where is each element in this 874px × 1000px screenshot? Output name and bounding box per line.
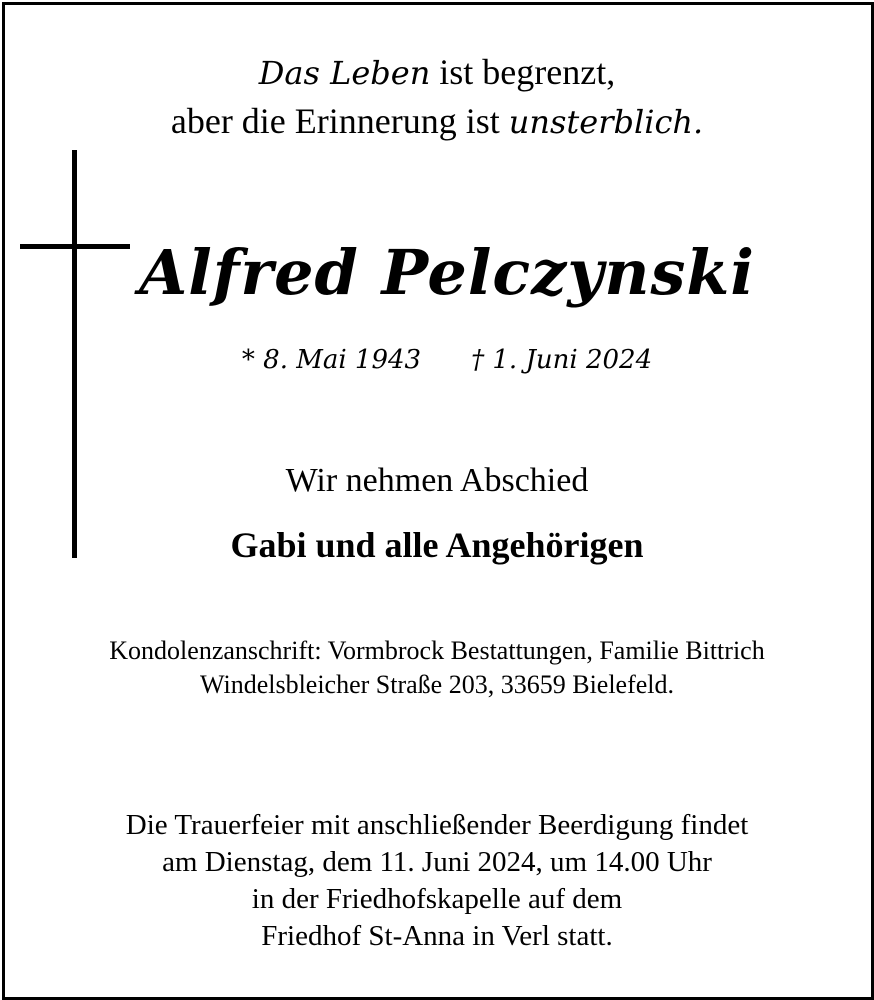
condolence-address-line-1: Kondolenzanschrift: Vormbrock Bestattungen, Familie Bittrich (109, 636, 765, 665)
death-date: † 1. Juni 2024 (471, 345, 653, 375)
service-line-1: Die Trauerfeier mit anschließender Beerdigung findet (125, 809, 749, 841)
condolence-address-line-2: Windelsbleicher Straße 203, 33659 Bielefeld. (199, 670, 675, 699)
life-dates (10, 344, 874, 376)
family-names: Gabi und alle Angehörigen (230, 525, 644, 565)
birth-date: * 8. Mai 1943 (241, 345, 422, 375)
quote-line-2 (0, 101, 874, 142)
service-line-3: in der Friedhofskapelle auf dem (251, 883, 623, 915)
service-line-4: Friedhof St-Anna in Verl statt. (261, 920, 613, 952)
service-line-2: am Dienstag, dem 11. Juni 2024, um 14.00 Uhr (162, 846, 712, 878)
deceased-name: Alfred Pelczynski (139, 236, 755, 309)
quote-script-text: Das Leben (258, 54, 431, 92)
quote-plain-text-2: aber die Erinnerung ist (170, 101, 509, 141)
quote-plain-text: ist begrenzt, (430, 52, 616, 92)
quote-line-1 (0, 52, 874, 93)
quote-script-text-2: unsterblich. (508, 103, 704, 141)
farewell-text: Wir nehmen Abschied (285, 462, 589, 499)
